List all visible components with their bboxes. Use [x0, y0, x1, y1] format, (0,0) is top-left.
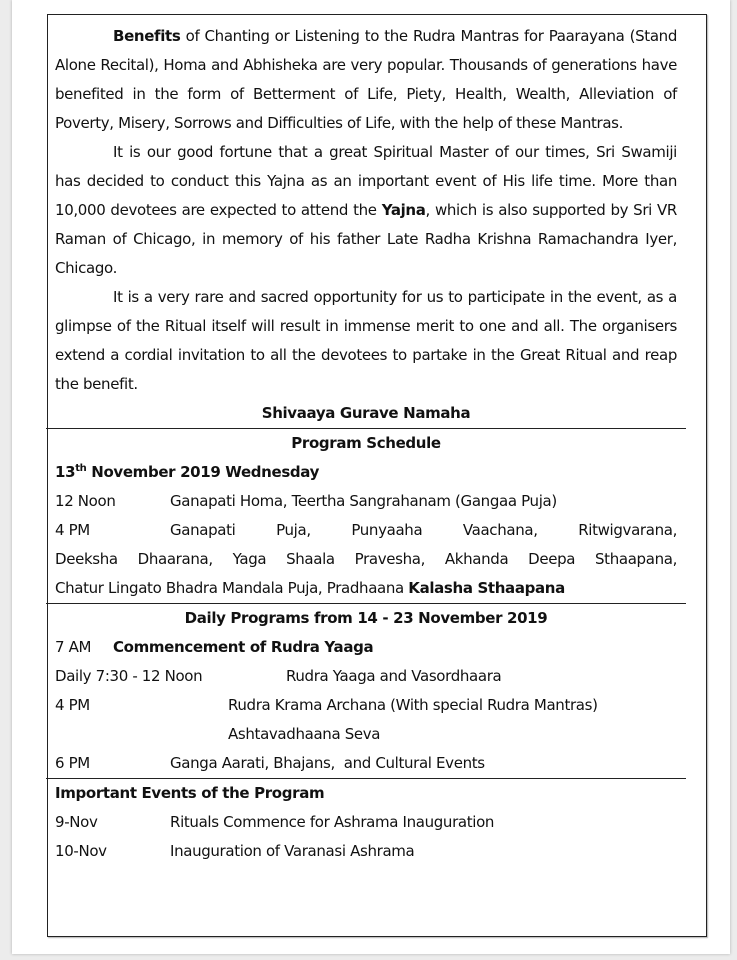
event-item-1: [55, 808, 677, 837]
daily-item-4-time: 6 PM: [55, 754, 90, 772]
commencement-row: [55, 633, 677, 662]
day1-date-rest: November 2019 Wednesday: [86, 463, 320, 481]
daily-item-3: [55, 720, 677, 749]
intro-paragraph-1: [55, 22, 677, 138]
event-item-1-date: 9-Nov: [55, 813, 98, 831]
program-schedule-title: Program Schedule: [291, 434, 441, 452]
daily-item-3-time: [55, 720, 228, 749]
intro-paragraph-2-text-b: , which is also supported by Sri VR Raman of Chicago, in memory of his father Late Radha Krishna Ramachandra Iyer, Chicago.: [55, 201, 677, 277]
daily-item-2-text: Rudra Krama Archana (With special Rudra Mantras): [228, 696, 598, 714]
day1-item-1-text: Ganapati Homa, Teertha Sangrahanam (Gangaa Puja): [170, 492, 557, 510]
intro-paragraph-2: [55, 138, 677, 283]
salutation: Shivaaya Gurave Namaha: [261, 404, 471, 422]
benefits-heading: Benefits: [113, 27, 181, 45]
document-page: [12, 0, 730, 954]
daily-item-2: [55, 691, 677, 720]
event-item-2: [55, 837, 677, 866]
daily-item-1: [55, 662, 677, 691]
day1-item-1-time: 12 Noon: [55, 492, 116, 510]
day1-item-1: [55, 487, 677, 516]
day1-date-number: 13: [55, 463, 76, 481]
document-content: [55, 22, 677, 866]
daily-item-3-text: Ashtavadhaana Seva: [228, 725, 381, 743]
intro-paragraph-2-text-a: It is our good fortune that a great Spiritual Master of our times, Sri Swamiji has decided to conduct this Yajna as an important event of His life time. More than 10,000 devotees are expected to attend the: [55, 143, 677, 219]
event-item-2-text: Inauguration of Varanasi Ashrama: [170, 842, 415, 860]
important-events-title: Important Events of the Program: [55, 784, 325, 802]
day1-item-2: [55, 516, 677, 545]
daily-programs-title: Daily Programs from 14 - 23 November 2019: [184, 609, 548, 627]
event-item-1-text: Rituals Commence for Ashrama Inauguration: [170, 813, 495, 831]
intro-paragraph-3-text: It is a very rare and sacred opportunity for us to participate in the event, as a glimpse of the Ritual itself will result in immense merit to one and all. The organisers extend a cordial invitation to all the devotees to partake in the Great Ritual and reap the benefit.: [55, 288, 677, 393]
yajna-bold: Yajna: [381, 201, 426, 219]
intro-paragraph-1-text: of Chanting or Listening to the Rudra Mantras for Paarayana (Stand Alone Recital), Homa and Abhisheka are very popular. Thousands of generations have benefited in the form of Betterment of Life, Piety, Health, Wealth, Alleviation of Poverty, Misery, Sorrows and Difficulties of Life, with the help of these Mantras.: [55, 27, 677, 132]
kalasha-sthaapana-bold: Kalasha Sthaapana: [408, 579, 565, 597]
intro-paragraph-3: [55, 283, 677, 399]
day1-continuation-2: [55, 574, 677, 603]
daily-item-4: [55, 749, 677, 778]
day1-continuation-2-text: Chatur Lingato Bhadra Mandala Puja, Pradhaana: [55, 579, 409, 597]
daily-item-2-time: 4 PM: [55, 696, 90, 714]
daily-item-4-text: Ganga Aarati, Bhajans, and Cultural Events: [170, 754, 485, 772]
day1-heading: [55, 458, 677, 487]
daily-item-1-text: Rudra Yaaga and Vasordhaara: [286, 667, 502, 685]
day1-date-suffix: th: [75, 463, 87, 474]
day1-item-2-time: 4 PM: [55, 521, 90, 539]
commencement-time: 7 AM: [55, 638, 92, 656]
day1-continuation-1: Deeksha Dhaarana, Yaga Shaala Pravesha, Akhanda Deepa Sthaapana,: [55, 550, 677, 568]
commencement-text: Commencement of Rudra Yaaga: [113, 638, 374, 656]
event-item-2-date: 10-Nov: [55, 842, 107, 860]
day1-item-2-text: Ganapati Puja, Punyaaha Vaachana, Ritwigvarana,: [170, 521, 677, 539]
daily-item-1-time: Daily 7:30 - 12 Noon: [55, 667, 203, 685]
